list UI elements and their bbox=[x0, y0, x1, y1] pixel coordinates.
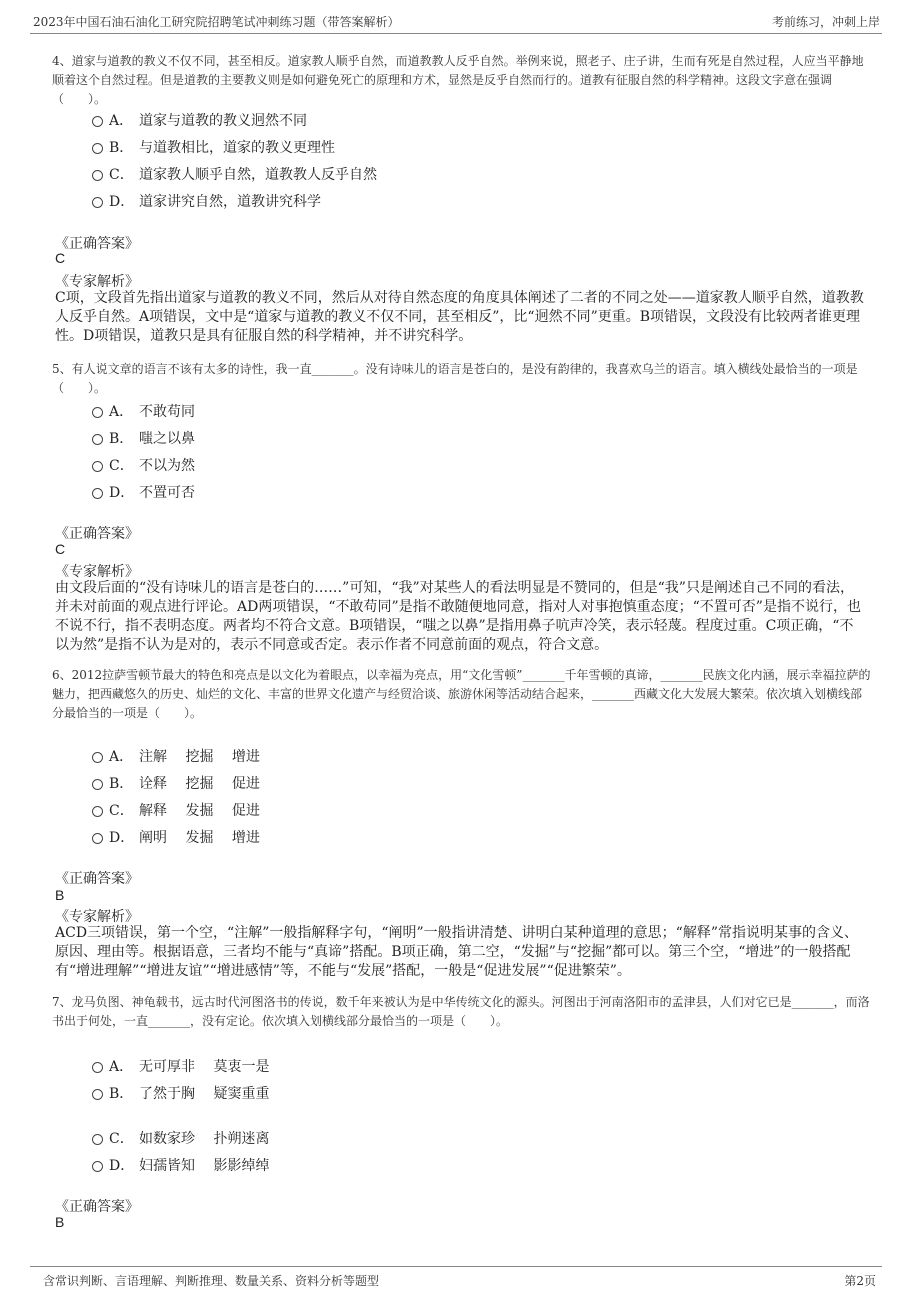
radio-icon[interactable] bbox=[92, 1161, 103, 1172]
radio-icon[interactable] bbox=[92, 116, 103, 127]
radio-icon[interactable] bbox=[92, 1089, 103, 1100]
radio-icon[interactable] bbox=[92, 143, 103, 154]
option-c[interactable]: C． 不以为然 bbox=[92, 455, 195, 477]
option-text: 嗤之以鼻 bbox=[139, 431, 195, 447]
analysis-text: C项，文段首先指出道家与道教的教义不同，然后从对待自然态度的角度具体阐述了二者的不同之处——道家教人顺乎自然，道教教人反乎自然。A项错误，文中是“道家与道教的教义不仅不同，甚至相反”，比“迥然不同”更重。B项错误，文段没有比较两者谁更理性。D项错误，道教只是具有征服自然的科学精神，并不讲究科学。 bbox=[55, 290, 864, 344]
option-c[interactable]: C． 如数家珍 扑朔迷离 bbox=[92, 1128, 269, 1150]
option-b[interactable]: B． 诠释 挖掘 促进 bbox=[92, 773, 260, 795]
radio-icon[interactable] bbox=[92, 407, 103, 418]
analysis-label: 《专家解析》 bbox=[55, 909, 139, 925]
analysis-label: 《专家解析》 bbox=[55, 564, 139, 580]
option-text: 道家讲究自然，道教讲究科学 bbox=[139, 194, 321, 210]
option-b[interactable]: B． 了然于胸 疑窦重重 bbox=[92, 1083, 269, 1105]
option-text: 与道教相比，道家的教义更理性 bbox=[139, 140, 335, 156]
analysis-label: 《专家解析》 bbox=[55, 274, 139, 290]
option-text: 不以为然 bbox=[139, 458, 195, 474]
document-title: 2023年中国石油石油化工研究院招聘笔试冲刺练习题（带答案解析） bbox=[33, 15, 400, 29]
option-text: 不置可否 bbox=[139, 485, 195, 501]
option-d[interactable]: D． 妇孺皆知 影影绰绰 bbox=[92, 1155, 269, 1177]
question-stem: 7、龙马负图、神龟载书，远古时代河图洛书的传说，数千年来被认为是中华传统文化的源头。河图出于河南洛阳市的孟津县，人们对它已是_______，而洛书出于何处，一直_______，没有定论。依次填入划横线部分最恰当的一项是（ ）。 bbox=[52, 995, 870, 1028]
radio-icon[interactable] bbox=[92, 779, 103, 790]
radio-icon[interactable] bbox=[92, 197, 103, 208]
option-c[interactable]: C． 道家教人顺乎自然，道教教人反乎自然 bbox=[92, 164, 377, 186]
option-d[interactable]: D． 道家讲究自然，道教讲究科学 bbox=[92, 191, 321, 213]
option-text: 道家教人顺乎自然，道教教人反乎自然 bbox=[139, 167, 377, 183]
footer-divider bbox=[30, 1266, 882, 1267]
option-text: 阐明 发掘 增进 bbox=[139, 830, 260, 846]
option-a[interactable]: A． 道家与道教的教义迥然不同 bbox=[92, 110, 307, 132]
answer-label: 《正确答案》 bbox=[55, 1199, 139, 1215]
option-a[interactable]: A． 无可厚非 莫衷一是 bbox=[92, 1056, 269, 1078]
footer-note: 含常识判断、言语理解、判断推理、数量关系、资料分析等题型 bbox=[43, 1274, 380, 1288]
option-d[interactable]: D． 不置可否 bbox=[92, 482, 195, 504]
option-b[interactable]: B． 嗤之以鼻 bbox=[92, 428, 195, 450]
option-text: 无可厚非 莫衷一是 bbox=[139, 1059, 270, 1075]
option-c[interactable]: C． 解释 发掘 促进 bbox=[92, 800, 260, 822]
analysis-text: ACD三项错误，第一个空，“注解”一般指解释字句，“阐明”一般指讲清楚、讲明白某种道理的意思；“解释”常指说明某事的含义、原因、理由等。根据语意，三者均不能与“真谛”搭配。B项正确，第二空，“发掘”与“挖掘”都可以。第三个空，“增进”的一般搭配有“增进理解”“增进友谊”“增进感情”等，不能与“发展”搭配，一般是“促进发展”“促进繁荣”。 bbox=[55, 925, 858, 979]
radio-icon[interactable] bbox=[92, 434, 103, 445]
answer-value: C bbox=[55, 541, 66, 557]
option-text: 注解 挖掘 增进 bbox=[139, 749, 260, 765]
option-text: 道家与道教的教义迥然不同 bbox=[139, 113, 307, 129]
radio-icon[interactable] bbox=[92, 833, 103, 844]
question-stem: 5、有人说文章的语言不该有太多的诗性，我一直_______。没有诗味儿的语言是苍白的，是没有韵律的，我喜欢乌兰的语言。填入横线处最恰当的一项是（ ）。 bbox=[52, 362, 858, 395]
option-b[interactable]: B． 与道教相比，道家的教义更理性 bbox=[92, 137, 335, 159]
answer-value: B bbox=[55, 1214, 65, 1230]
radio-icon[interactable] bbox=[92, 488, 103, 499]
question-stem: 6、2012拉萨雪顿节最大的特色和亮点是以文化为着眼点，以幸福为亮点，用“文化雪顿”_______千年雪顿的真谛，_______民族文化内涵，展示幸福拉萨的魅力，把西藏悠久的历史、灿烂的文化、丰富的世界文化遗产与经贸洽谈、旅游休闲等活动结合起来，_______西藏文化大发展大繁荣。依次填入划横线部分最恰当的一项是（ ）。 bbox=[52, 668, 871, 720]
radio-icon[interactable] bbox=[92, 1062, 103, 1073]
option-text: 不敢苟同 bbox=[139, 404, 195, 420]
answer-label: 《正确答案》 bbox=[55, 871, 139, 887]
option-d[interactable]: D． 阐明 发掘 增进 bbox=[92, 827, 260, 849]
page-footer bbox=[0, 1262, 920, 1302]
answer-value: C bbox=[55, 250, 66, 266]
answer-label: 《正确答案》 bbox=[55, 236, 139, 252]
option-text: 诠释 挖掘 促进 bbox=[139, 776, 260, 792]
radio-icon[interactable] bbox=[92, 170, 103, 181]
radio-icon[interactable] bbox=[92, 752, 103, 763]
option-text: 了然于胸 疑窦重重 bbox=[139, 1086, 270, 1102]
analysis-text: 由文段后面的“没有诗味儿的语言是苍白的……”可知，“我”对某些人的看法明显是不赞同的，但是“我”只是阐述自己不同的看法，并未对前面的观点进行评论。AD两项错误，“不敢苟同”是指不敢随便地同意，指对人对事抱慎重态度；“不置可否”是指不说行，也不说不行，指不表明态度。两者均不符合文意。B项错误，“嗤之以鼻”是指用鼻子吭声冷笑，表示轻蔑。程度过重。C项正确，“不以为然”是指不认为是对的，表示不同意或否定。表示作者不同意前面的观点，符合文意。 bbox=[55, 580, 861, 653]
radio-icon[interactable] bbox=[92, 1134, 103, 1145]
radio-icon[interactable] bbox=[92, 461, 103, 472]
option-text: 妇孺皆知 影影绰绰 bbox=[139, 1158, 270, 1174]
option-text: 解释 发掘 促进 bbox=[139, 803, 260, 819]
page-number: 第2页 bbox=[844, 1274, 876, 1288]
option-text: 如数家珍 扑朔迷离 bbox=[139, 1131, 270, 1147]
answer-value: B bbox=[55, 887, 65, 903]
radio-icon[interactable] bbox=[92, 806, 103, 817]
page-header bbox=[0, 0, 920, 34]
option-a[interactable]: A． 不敢苟同 bbox=[92, 401, 195, 423]
header-divider bbox=[30, 33, 882, 34]
question-stem: 4、道家与道教的教义不仅不同，甚至相反。道家教人顺乎自然，而道教教人反乎自然。举例来说，照老子、庄子讲，生而有死是自然过程，人应当平静地顺着这个自然过程。但是道教的主要教义则是如何避免死亡的原理和方术，显然是反乎自然而行的。道教有征服自然的科学精神。这段文字意在强调（ ）。 bbox=[52, 54, 864, 106]
answer-label: 《正确答案》 bbox=[55, 526, 139, 542]
header-slogan: 考前练习，冲刺上岸 bbox=[771, 15, 880, 29]
option-a[interactable]: A． 注解 挖掘 增进 bbox=[92, 746, 260, 768]
